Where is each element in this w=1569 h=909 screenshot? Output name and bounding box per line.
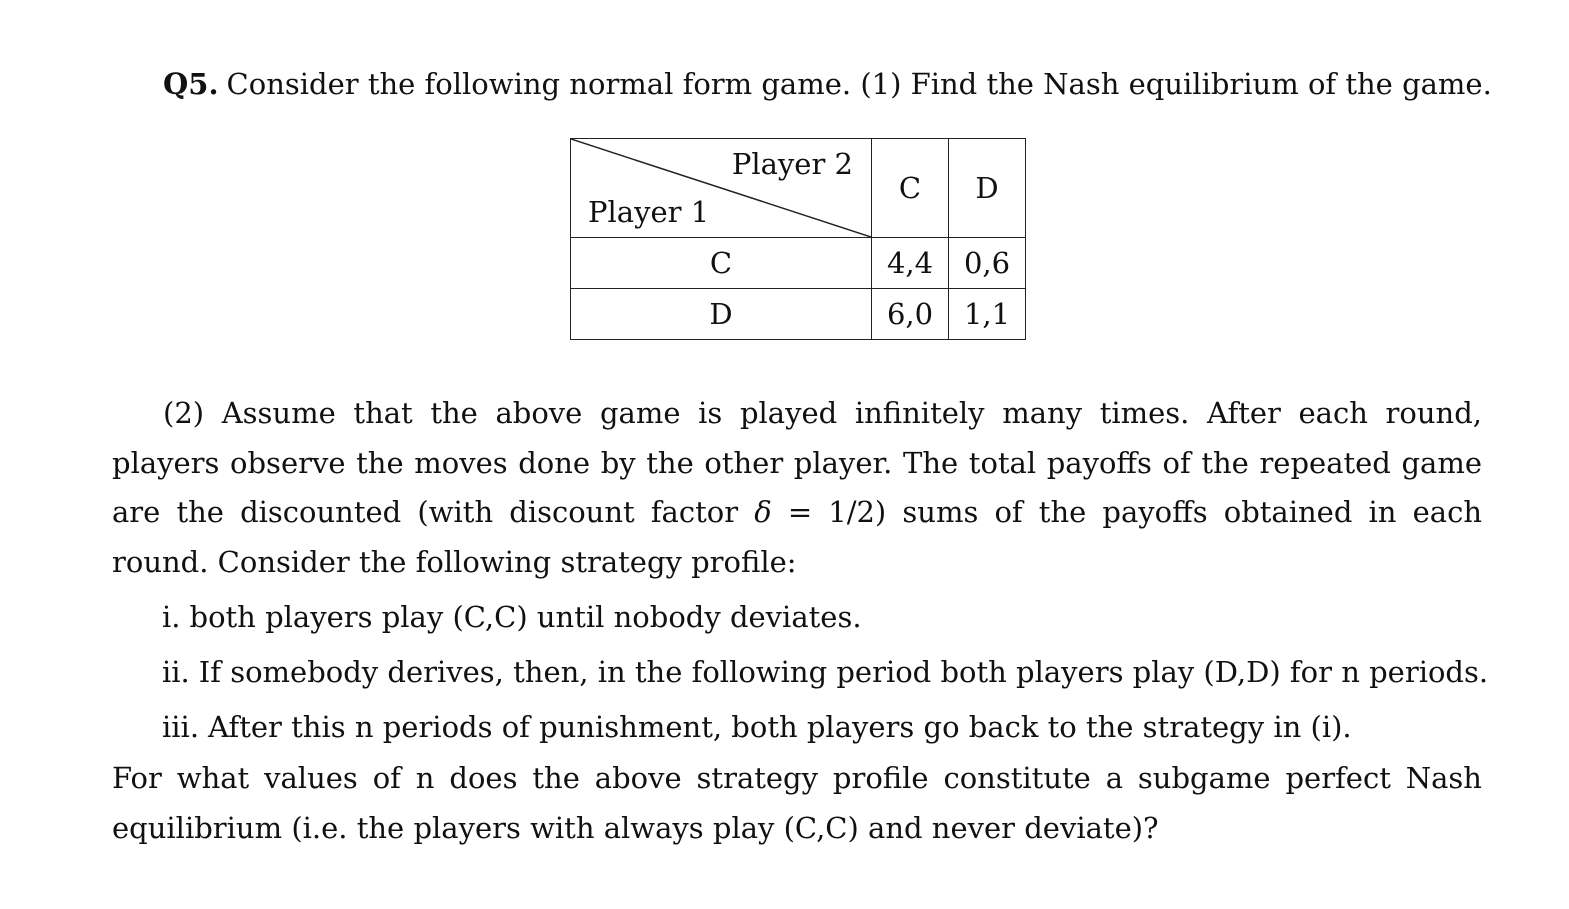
part2-paragraph: [112, 389, 1482, 587]
payoff-cell: 6,0: [872, 289, 949, 340]
column-header-c: C: [872, 139, 949, 238]
table-row: [571, 289, 1026, 340]
part2-text-before: (2) Assume that the above game is played infinitely many times. After each round, players observe the moves done by the other player. The total payoffs of the repeated game are the discounted (with discount factor: [112, 396, 1482, 529]
list-marker: ii.: [162, 655, 190, 689]
final-question: For what values of n does the above strategy profile constitute a subgame perfect Nash equilibrium (i.e. the players with always play (C,C) and never deviate)?: [112, 761, 1482, 845]
player2-label: Player 2: [731, 147, 853, 181]
column-header-d: D: [949, 139, 1026, 238]
list-item-text: After this n periods of punishment, both players go back to the strategy in (i).: [208, 710, 1352, 744]
list-marker: i.: [162, 600, 181, 634]
row-header-d: D: [571, 289, 872, 340]
payoff-table: [570, 138, 1026, 340]
row-header-c: C: [571, 238, 872, 289]
list-item: [162, 652, 1488, 692]
payoff-cell: 0,6: [949, 238, 1026, 289]
list-item-text: both players play (C,C) until nobody deviates.: [189, 600, 862, 634]
question-intro-text: Consider the following normal form game. (1) Find the Nash equilibrium of the game.: [226, 67, 1492, 101]
part2-text-after: = 1/2) sums of the payoffs obtained in each round. Consider the following strategy profile:: [112, 495, 1482, 579]
diagonal-header-cell: [571, 139, 872, 238]
list-item-text: If somebody derives, then, in the following period both players play (D,D) for n periods.: [198, 655, 1489, 689]
question-label: Q5.: [163, 67, 219, 101]
question-intro-line: [163, 64, 1492, 104]
table-row: [571, 238, 1026, 289]
list-marker: iii.: [162, 710, 200, 744]
payoff-cell: 4,4: [872, 238, 949, 289]
list-item: [162, 597, 862, 637]
delta-symbol: δ: [754, 495, 772, 529]
table-header-row: [571, 139, 1026, 238]
list-item: [162, 707, 1352, 747]
payoff-cell: 1,1: [949, 289, 1026, 340]
player1-label: Player 1: [588, 195, 710, 229]
